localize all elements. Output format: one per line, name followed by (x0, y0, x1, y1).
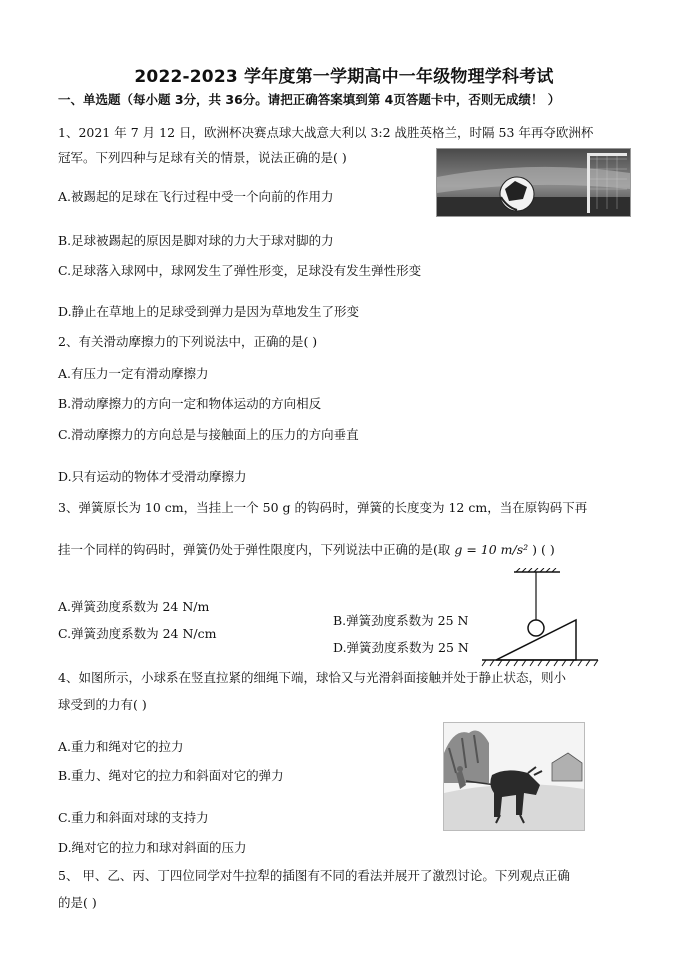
q3-stem-line2 (58, 540, 555, 558)
q4-stem-line2: 球受到的力有( ) (58, 697, 147, 712)
q1-option-b: B.足球被踢起的原因是脚对球的力大于球对脚的力 (58, 233, 334, 248)
q4-option-c: C.重力和斜面对球的支持力 (58, 810, 209, 825)
q3-option-d: D.弹簧劲度系数为 25 N (333, 640, 469, 655)
q4-option-b: B.重力、绳对它的拉力和斜面对它的弹力 (58, 768, 284, 783)
q2-option-d: D.只有运动的物体才受滑动摩擦力 (58, 469, 247, 484)
q1-stem-line1: 1、2021 年 7 月 12 日，欧洲杯决赛点球大战意大利以 3:2 战胜英格兰，时隔 53 年再夺欧洲杯 (58, 125, 594, 140)
section-heading: 一、单选题（每小题 3分，共 36分。请把正确答案填到第 4页答题卡中，否则无成绩！ ） (58, 92, 561, 107)
q1-option-c: C.足球落入球网中，球网发生了弹性形变，足球没有发生弹性形变 (58, 263, 422, 278)
q1-stem-line2: 冠军。下列四种与足球有关的情景，说法正确的是( ) (58, 150, 347, 165)
q4-option-a: A.重力和绳对它的拉力 (58, 739, 184, 754)
ball-incline-diagram (478, 568, 602, 668)
q3-option-c: C.弹簧劲度系数为 24 N/cm (58, 626, 217, 641)
ox-plough-illustration (443, 722, 585, 831)
q2-stem: 2、有关滑动摩擦力的下列说法中，正确的是( ) (58, 334, 318, 349)
q2-option-b: B.滑动摩擦力的方向一定和物体运动的方向相反 (58, 396, 322, 411)
q3-gravity-formula: g = 10 m/s² (454, 542, 529, 557)
q3-stem-line1: 3、弹簧原长为 10 cm，当挂上一个 50 g 的钩码时，弹簧的长度变为 12 cm，当在原钩码下再 (58, 500, 588, 515)
soccer-ball-photo (436, 148, 631, 217)
q1-option-a: A.被踢起的足球在飞行过程中受一个向前的作用力 (58, 189, 334, 204)
q5-stem-line2: 的是( ) (58, 895, 97, 910)
q1-option-d: D.静止在草地上的足球受到弹力是因为草地发生了形变 (58, 304, 360, 319)
q3-stem-line2-end: ) ( ) (532, 542, 555, 557)
q2-option-a: A.有压力一定有滑动摩擦力 (58, 366, 209, 381)
q3-stem-line2-text: 挂一个同样的钩码时，弹簧仍处于弹性限度内，下列说法中正确的是(取 (58, 542, 451, 557)
q4-stem-line1: 4、如图所示，小球系在竖直拉紧的细绳下端，球恰又与光滑斜面接触并处于静止状态，则小 (58, 670, 566, 685)
q3-option-a: A.弹簧劲度系数为 24 N/m (58, 599, 210, 614)
q5-stem-line1: 5、 甲、乙、丙、丁四位同学对牛拉犁的插图有不同的看法并展开了激烈讨论。下列观点正确 (58, 868, 570, 883)
q4-option-d: D.绳对它的拉力和球对斜面的压力 (58, 840, 247, 855)
q2-option-c: C.滑动摩擦力的方向总是与接触面上的压力的方向垂直 (58, 427, 359, 442)
exam-title: 2022-2023 学年度第一学期高中一年级物理学科考试 (134, 67, 554, 87)
q3-option-b: B.弹簧劲度系数为 25 N (333, 613, 469, 628)
